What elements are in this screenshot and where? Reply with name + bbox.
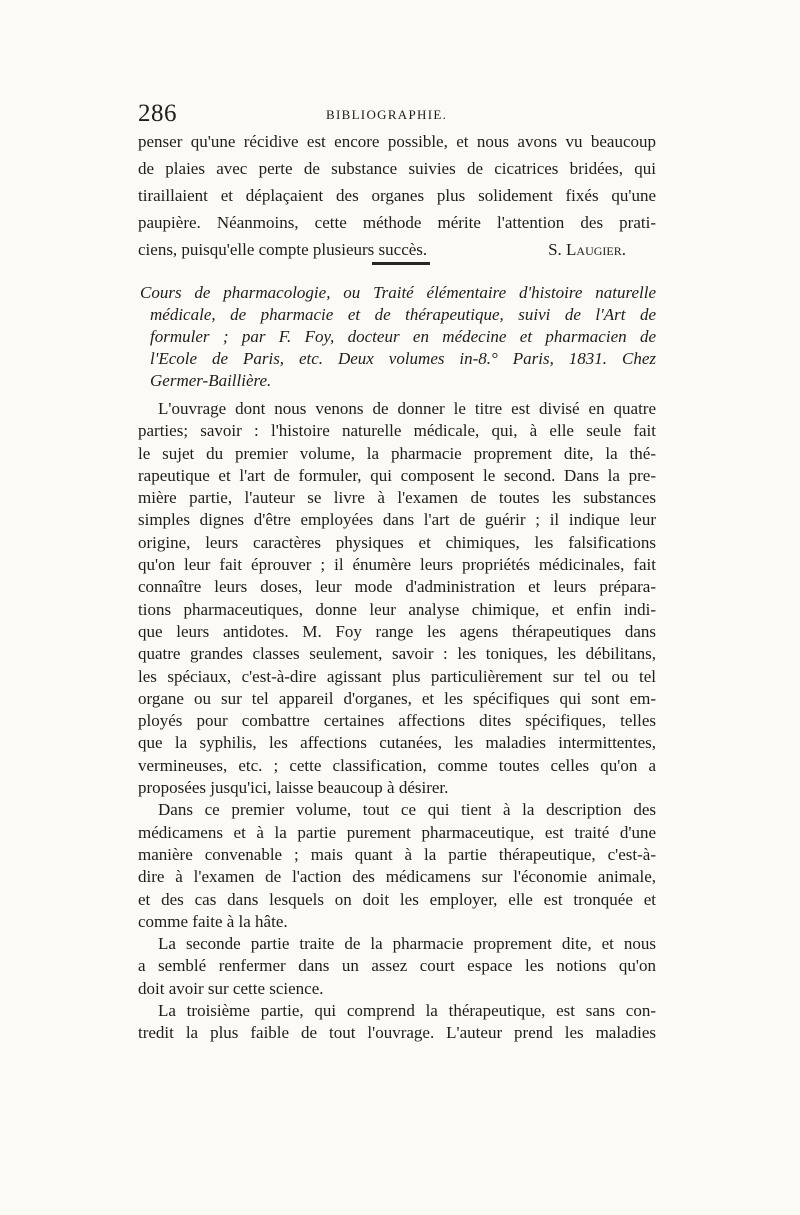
text-line: manière convenable ; mais quant à la partie thérapeutique, c'est-à-: [138, 844, 656, 864]
bibliographic-citation: [140, 282, 656, 392]
text-line: tiraillaient et déplaçaient des organes plus solidement fixés qu'une: [138, 186, 656, 205]
text-line: organe ou sur tel appareil d'organes, et les spécifiques qui sont em-: [138, 688, 656, 708]
page-number: 286: [138, 100, 177, 127]
text-line: parties; savoir : l'histoire naturelle médicale, qui, à elle seule fait: [138, 421, 656, 441]
text-line: origine, leurs caractères physiques et chimiques, les falsifications: [138, 532, 656, 552]
text-line: L'ouvrage dont nous venons de donner le titre est divisé en quatre: [158, 399, 656, 418]
intro-paragraph: [138, 128, 656, 263]
text-line: La seconde partie traite de la pharmacie proprement dite, et nous: [158, 934, 656, 954]
text-line: les spéciaux, c'est-à-dire agissant plus particulièrement sur tel ou tel: [138, 666, 656, 686]
citation-line: Germer-Baillière.: [150, 371, 272, 390]
text-line: que leurs antidotes. M. Foy range les agens thérapeutiques dans: [138, 621, 656, 641]
text-line: simples dignes d'être employées dans l'art de guérir ; il indique leur: [138, 510, 656, 530]
section-divider: [372, 262, 430, 265]
text-line: a semblé renfermer dans un assez court espace les notions qu'on: [138, 956, 656, 976]
signature-line: [138, 236, 656, 263]
text-line: doit avoir sur cette science.: [138, 978, 324, 998]
text-line: connaître leurs doses, leur mode d'administration et leurs prépara-: [138, 577, 656, 597]
text-line: dire à l'examen de l'action des médicamens sur l'économie animale,: [138, 867, 656, 887]
review-body: [138, 398, 656, 1045]
citation-line: l'Ecole de Paris, etc. Deux volumes in-8.° Paris, 1831. Chez: [150, 349, 656, 368]
text-line: quatre grandes classes seulement, savoir : les toniques, les débilitans,: [138, 644, 656, 664]
text-line: paupière. Néanmoins, cette méthode mérite l'attention des prati-: [138, 213, 656, 232]
text-line: le sujet du premier volume, la pharmacie proprement dite, la thé-: [138, 443, 656, 463]
citation-line: médicale, de pharmacie et de thérapeutique, suivi de l'Art de: [150, 305, 656, 324]
running-title: BIBLIOGRAPHIE.: [326, 107, 448, 122]
text-line: ciens, puisqu'elle compte plusieurs succès.: [138, 240, 428, 259]
text-line: que la syphilis, les affections cutanées, les maladies intermittentes,: [138, 733, 656, 753]
text-line: tredit la plus faible de tout l'ouvrage. L'auteur prend les maladies: [138, 1023, 656, 1043]
text-line: et des cas dans lesquels on doit les employer, elle est tronquée et: [138, 889, 656, 909]
text-line: qu'on leur fait éprouver ; il énumère leurs propriétés médicinales, fait: [138, 555, 656, 575]
text-line: tions pharmaceutiques, donne leur analyse chimique, et enfin indi-: [138, 599, 656, 619]
text-line: comme faite à la hâte.: [138, 911, 288, 931]
author-signature: S. Laugier.: [548, 240, 626, 259]
text-line: Dans ce premier volume, tout ce qui tient à la description des: [158, 800, 656, 820]
text-line: rapeutique et l'art de formuler, qui composent le second. Dans la pre-: [138, 465, 656, 485]
text-line: proposées jusqu'ici, laisse beaucoup à désirer.: [138, 778, 449, 798]
text-line: de plaies avec perte de substance suivies de cicatrices bridées, qui: [138, 159, 656, 178]
citation-line: formuler ; par F. Foy, docteur en médecine et pharmacien de: [150, 327, 656, 346]
text-line: vermineuses, etc. ; cette classification, comme toutes celles qu'on a: [138, 755, 656, 775]
running-head: [138, 100, 658, 128]
citation-line: Cours de pharmacologie, ou Traité élémentaire d'histoire naturelle: [140, 283, 656, 302]
text-line: médicamens et à la partie purement pharmaceutique, est traité d'une: [138, 822, 656, 842]
text-line: penser qu'une récidive est encore possible, et nous avons vu beaucoup: [138, 132, 656, 151]
text-line: ployés pour combattre certaines affections dites spécifiques, telles: [138, 711, 656, 731]
text-line: La troisième partie, qui comprend la thérapeutique, est sans con-: [158, 1001, 656, 1021]
text-line: mière partie, l'auteur se livre à l'examen de toutes les substances: [138, 488, 656, 508]
